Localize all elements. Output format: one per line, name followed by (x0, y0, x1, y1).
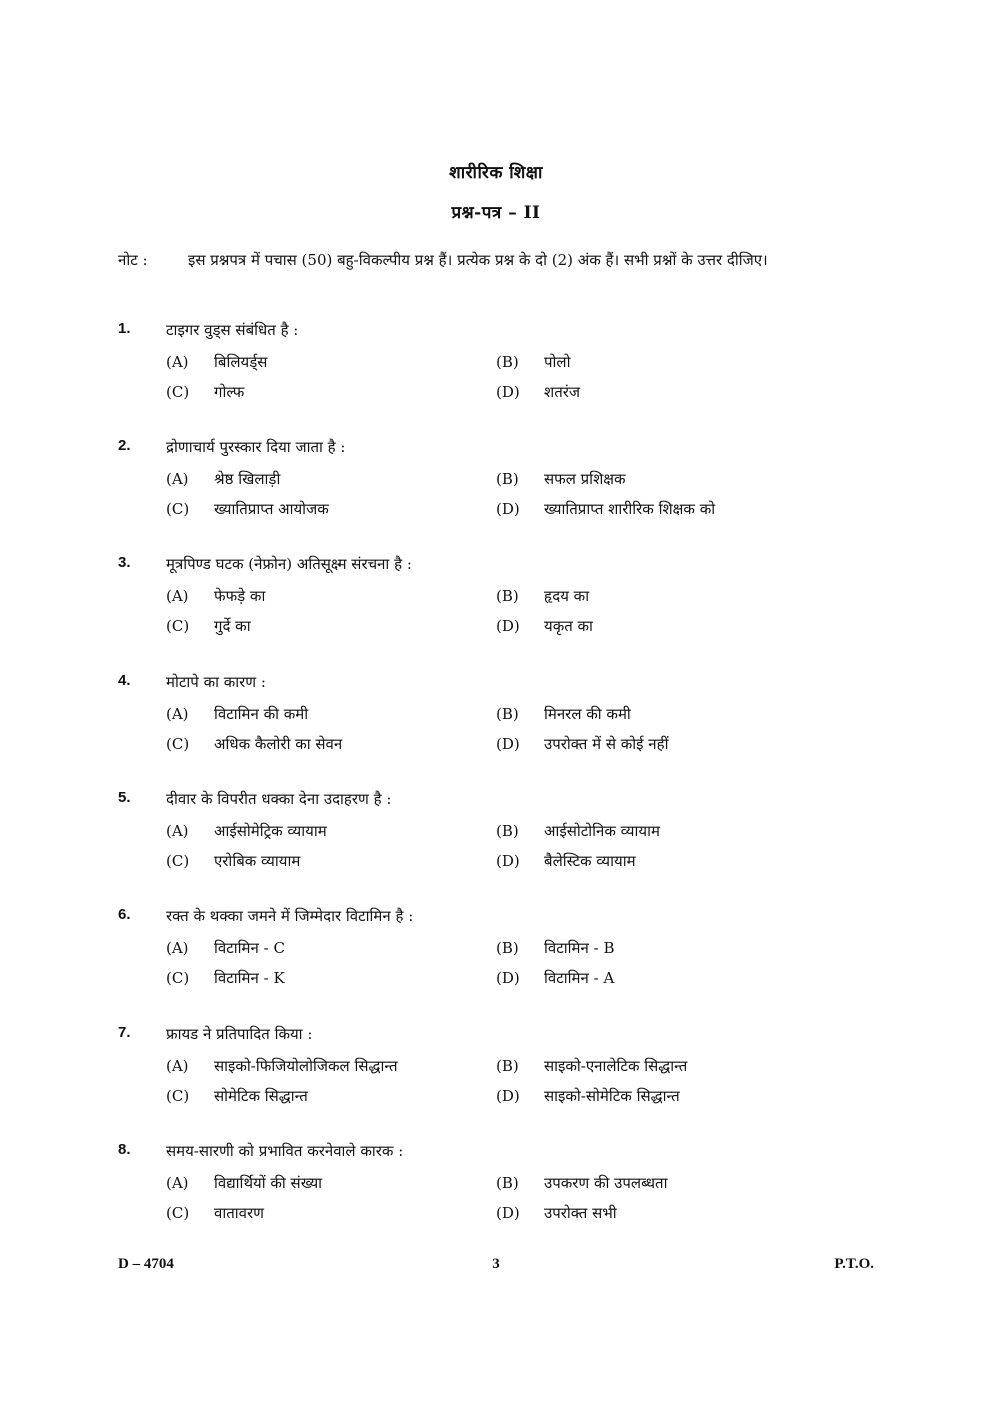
option-label: (B) (496, 705, 519, 723)
option-text: बिलियर्ड्स (214, 353, 268, 371)
option-text: श्रेष्ठ खिलाड़ी (214, 470, 281, 488)
option-label: (A) (166, 587, 189, 605)
option-text: शतरंज (544, 383, 581, 401)
question-number: 7. (118, 1024, 131, 1041)
option-a (166, 586, 265, 606)
option-label: (A) (166, 353, 189, 371)
option-text: सफल प्रशिक्षक (544, 470, 626, 488)
subject-title: शारीरिक शिक्षा (449, 163, 543, 183)
option-c (166, 382, 244, 402)
option-text: गुर्दे का (214, 617, 251, 635)
option-label: (A) (166, 1057, 189, 1075)
option-c (166, 734, 342, 754)
option-label: (C) (166, 617, 190, 635)
question-stem: मूत्रपिण्ड घटक (नेफ्रोन) अतिसूक्ष्म संरचना है : (166, 555, 412, 573)
option-label: (D) (496, 500, 520, 518)
pto-label: P.T.O. (834, 1256, 874, 1272)
option-text: एरोबिक व्यायाम (214, 852, 301, 870)
option-text: साइको-एनालेटिक सिद्धान्त (544, 1057, 688, 1075)
option-label: (D) (496, 1087, 520, 1105)
question-stem: द्रोणाचार्य पुरस्कार दिया जाता है : (166, 438, 346, 456)
option-label: (B) (496, 1174, 519, 1192)
option-c (166, 851, 300, 871)
question-number: 1. (118, 320, 131, 337)
question-stem: रक्त के थक्का जमने में जिम्मेदार विटामिन है : (166, 907, 414, 925)
option-label: (A) (166, 939, 189, 957)
option-a (166, 1173, 322, 1193)
option-d (496, 851, 636, 871)
option-d (496, 734, 668, 754)
option-label: (A) (166, 470, 189, 488)
option-b (496, 1173, 667, 1193)
option-label: (B) (496, 470, 519, 488)
option-label: (C) (166, 1087, 190, 1105)
option-text: उपरोक्त सभी (544, 1204, 617, 1222)
question-number: 2. (118, 437, 131, 454)
question-number: 5. (118, 789, 131, 806)
option-text: हृदय का (544, 587, 590, 605)
option-text: आईसोमेट्रिक व्यायाम (214, 822, 327, 840)
option-text: विटामिन - B (544, 939, 615, 957)
option-label: (D) (496, 852, 520, 870)
instruction-note (118, 246, 888, 275)
option-text: गोल्फ (214, 383, 245, 401)
option-d (496, 1203, 617, 1223)
option-b (496, 1056, 687, 1076)
option-text: मिनरल की कमी (544, 705, 631, 723)
option-d (496, 1086, 680, 1106)
option-label: (D) (496, 617, 520, 635)
option-text: विद्यार्थियों की संख्या (214, 1174, 323, 1192)
option-d (496, 382, 580, 402)
option-label: (C) (166, 852, 190, 870)
option-label: (A) (166, 822, 189, 840)
option-label: (D) (496, 735, 520, 753)
option-label: (C) (166, 969, 190, 987)
question-stem: फ्रायड ने प्रतिपादित किया : (166, 1025, 313, 1043)
option-label: (C) (166, 735, 190, 753)
option-b (496, 704, 631, 724)
option-a (166, 704, 308, 724)
note-label: नोट : (118, 251, 148, 269)
option-d (496, 499, 715, 519)
option-label: (D) (496, 383, 520, 401)
option-b (496, 469, 626, 489)
option-a (166, 938, 285, 958)
option-d (496, 968, 614, 988)
option-b (496, 586, 589, 606)
option-text: बैलेस्टिक व्यायाम (544, 852, 636, 870)
question-stem: दीवार के विपरीत धक्का देना उदाहरण है : (166, 790, 392, 808)
note-text: इस प्रश्नपत्र में पचास (50) बहु-विकल्पीय प्रश्न हैं। प्रत्येक प्रश्न के दो (2) अंक हैं। सभी प्रश्नों के उत्तर दीजिए। (188, 251, 768, 269)
option-text: साइको-सोमेटिक सिद्धान्त (544, 1087, 680, 1105)
option-label: (D) (496, 969, 520, 987)
option-label: (B) (496, 1057, 519, 1075)
option-label: (C) (166, 383, 190, 401)
option-b (496, 938, 614, 958)
option-label: (B) (496, 587, 519, 605)
option-text: ख्यातिप्राप्त आयोजक (214, 500, 329, 518)
option-d (496, 616, 593, 636)
option-text: विटामिन की कमी (214, 705, 309, 723)
paper-code: D – 4704 (118, 1256, 174, 1272)
option-label: (A) (166, 705, 189, 723)
option-label: (C) (166, 1204, 190, 1222)
option-text: विटामिन - A (544, 969, 615, 987)
option-text: उपकरण की उपलब्धता (544, 1174, 668, 1192)
question-number: 8. (118, 1141, 131, 1158)
option-text: फेफड़े का (214, 587, 266, 605)
option-text: अधिक कैलोरी का सेवन (214, 735, 343, 753)
option-text: यकृत का (544, 617, 593, 635)
option-text: विटामिन - K (214, 969, 285, 987)
option-a (166, 469, 280, 489)
option-label: (C) (166, 500, 190, 518)
option-b (496, 821, 660, 841)
option-label: (D) (496, 1204, 520, 1222)
option-a (166, 352, 267, 372)
question-stem: टाइगर वुड्स संबंधित है : (166, 321, 299, 339)
option-a (166, 821, 327, 841)
question-number: 6. (118, 906, 131, 923)
page-number: 3 (492, 1256, 500, 1272)
option-label: (B) (496, 353, 519, 371)
option-label: (A) (166, 1174, 189, 1192)
option-text: ख्यातिप्राप्त शारीरिक शिक्षक को (544, 500, 716, 518)
option-label: (B) (496, 939, 519, 957)
option-text: उपरोक्त में से कोई नहीं (544, 735, 669, 753)
option-c (166, 968, 285, 988)
option-c (166, 499, 329, 519)
option-text: पोलो (544, 353, 571, 371)
question-number: 4. (118, 672, 131, 689)
paper-title: प्रश्न-पत्र – II (451, 203, 541, 223)
option-text: आईसोटोनिक व्यायाम (544, 822, 660, 840)
question-number: 3. (118, 554, 131, 571)
option-b (496, 352, 570, 372)
option-label: (B) (496, 822, 519, 840)
option-text: सोमेटिक सिद्धान्त (214, 1087, 308, 1105)
option-c (166, 1203, 264, 1223)
option-c (166, 616, 251, 636)
option-c (166, 1086, 308, 1106)
question-stem: मोटापे का कारण : (166, 673, 266, 691)
option-text: वातावरण (214, 1204, 264, 1222)
option-a (166, 1056, 398, 1076)
question-stem: समय-सारणी को प्रभावित करनेवाले कारक : (166, 1142, 404, 1160)
option-text: विटामिन - C (214, 939, 285, 957)
option-text: साइको-फिजियोलोजिकल सिद्धान्त (214, 1057, 398, 1075)
